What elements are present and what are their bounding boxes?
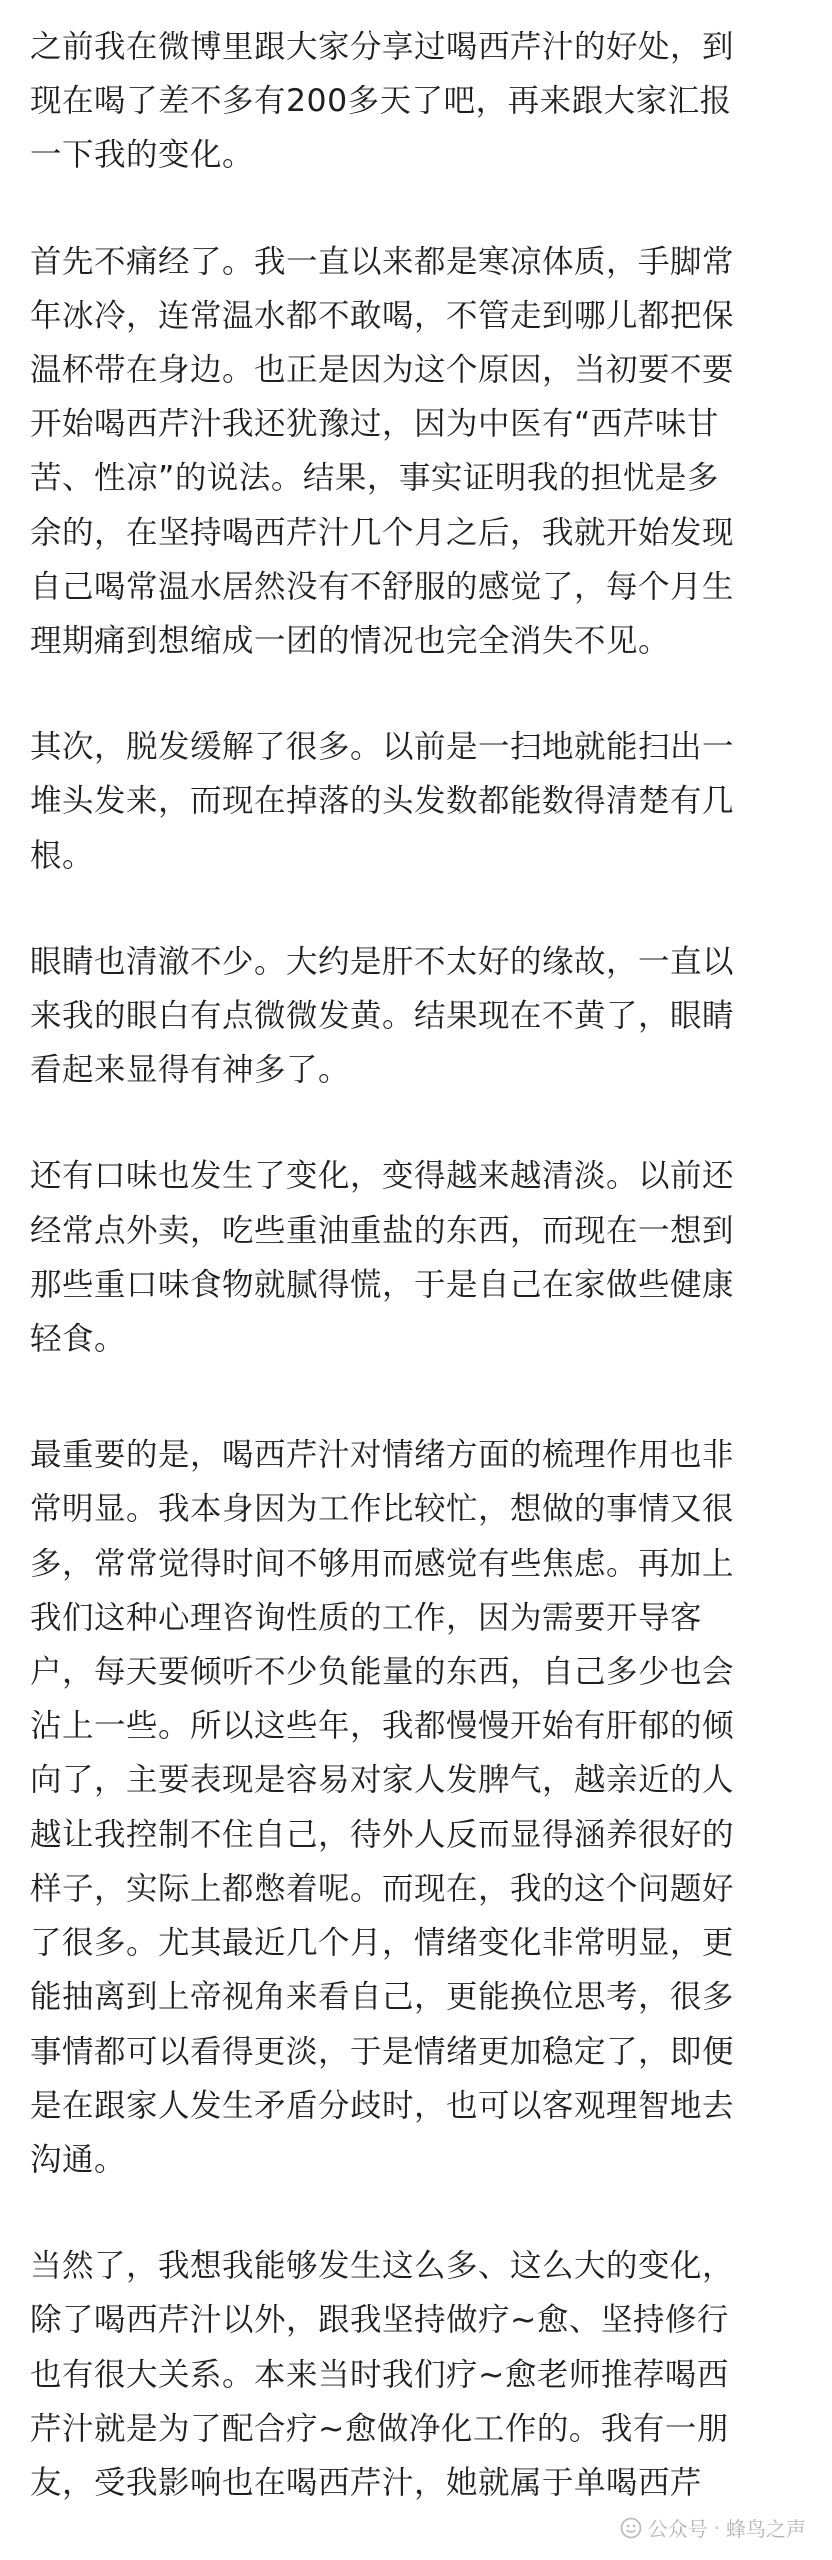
- paragraph-spacer: [30, 2187, 802, 2239]
- wechat-official-account-icon: [620, 2517, 642, 2539]
- watermark: [620, 2513, 806, 2542]
- watermark-label: 公众号: [647, 2517, 708, 2541]
- watermark-separator: ·: [713, 2515, 720, 2540]
- paragraph-spacer: [30, 668, 802, 720]
- paragraph-conclusion: 当然了，我想我能够发生这么多、这么大的变化， 除了喝西芹汁以外，跟我坚持做疗~愈、坚持修行 也有很大关系。本来当时我们疗~愈老师推荐喝西 芹汁就是为了配合疗~愈做净化工作的。我有一朋 友，受我影响也在喝西芹汁，她就属于单喝西芹: [30, 2248, 735, 2501]
- paragraph-spacer: [30, 1097, 802, 1149]
- paragraph-emotions: 最重要的是，喝西芹汁对情绪方面的梳理作用也非 常明显。我本身因为工作比较忙，想做的事情又很 多，常常觉得时间不够用而感觉有些焦虑。再加上 我们这种心理咨询性质的工作，因为需要开导客 户，每天要倾听不少负能量的东西，自己多少也会 沾上一些。所以这些年，我都慢慢开始有肝郁的倾 向了，主要表现是容易对家人发脾气，越亲近的人 越让我控制不住自己，待外人反而显得涵养很好的 样子，实际上都憋着呢。而现在，我的这个问题好 了很多。尤其最近几个月，情绪变化非常明显，更 能抽离到上帝视角来看自己，更能换位思考，很多 事情都可以看得更淡，于是情绪更加稳定了，即便 是在跟家人发生矛盾分歧时，也可以客观理智地去 沟通。: [30, 1437, 735, 2178]
- paragraph-spacer: [30, 883, 802, 935]
- article-body: [30, 20, 802, 2520]
- paragraph-dysmenorrhea: 首先不痛经了。我一直以来都是寒凉体质，手脚常 年冰冷，连常温水都不敢喝，不管走到哪儿都把保 温杯带在身边。也正是因为这个原因，当初要不要 开始喝西芹汁我还犹豫过，因为中医有“西芹味甘 苦、性凉”的说法。结果，事实证明我的担忧是多 余的，在坚持喝西芹汁几个月之后，我就开始发现 自己喝常温水居然没有不舒服的感觉了，每个月生 理期痛到想缩成一团的情况也完全消失不见。: [30, 243, 735, 660]
- paragraph-taste: 还有口味也发生了变化，变得越来越清淡。以前还 经常点外卖，吃些重油重盐的东西，而现在一想到 那些重口味食物就腻得慌，于是自己在家做些健康 轻食。: [30, 1158, 735, 1358]
- paragraph-intro: 之前我在微博里跟大家分享过喝西芹汁的好处，到 现在喝了差不多有200多天了吧，再来跟大家汇报 一下我的变化。: [30, 29, 735, 174]
- paragraph-eyes: 眼睛也清澈不少。大约是肝不太好的缘故，一直以 来我的眼白有点微微发黄。结果现在不黄了，眼睛 看起来显得有神多了。: [30, 943, 735, 1089]
- paragraph-spacer: [30, 1366, 802, 1428]
- watermark-account-name: 蜂鸟之声: [726, 2517, 806, 2541]
- paragraph-spacer: [30, 183, 802, 235]
- paragraph-hair-loss: 其次，脱发缓解了很多。以前是一扫地就能扫出一 堆头发来，而现在掉落的头发数都能数得清楚有几 根。: [30, 729, 735, 874]
